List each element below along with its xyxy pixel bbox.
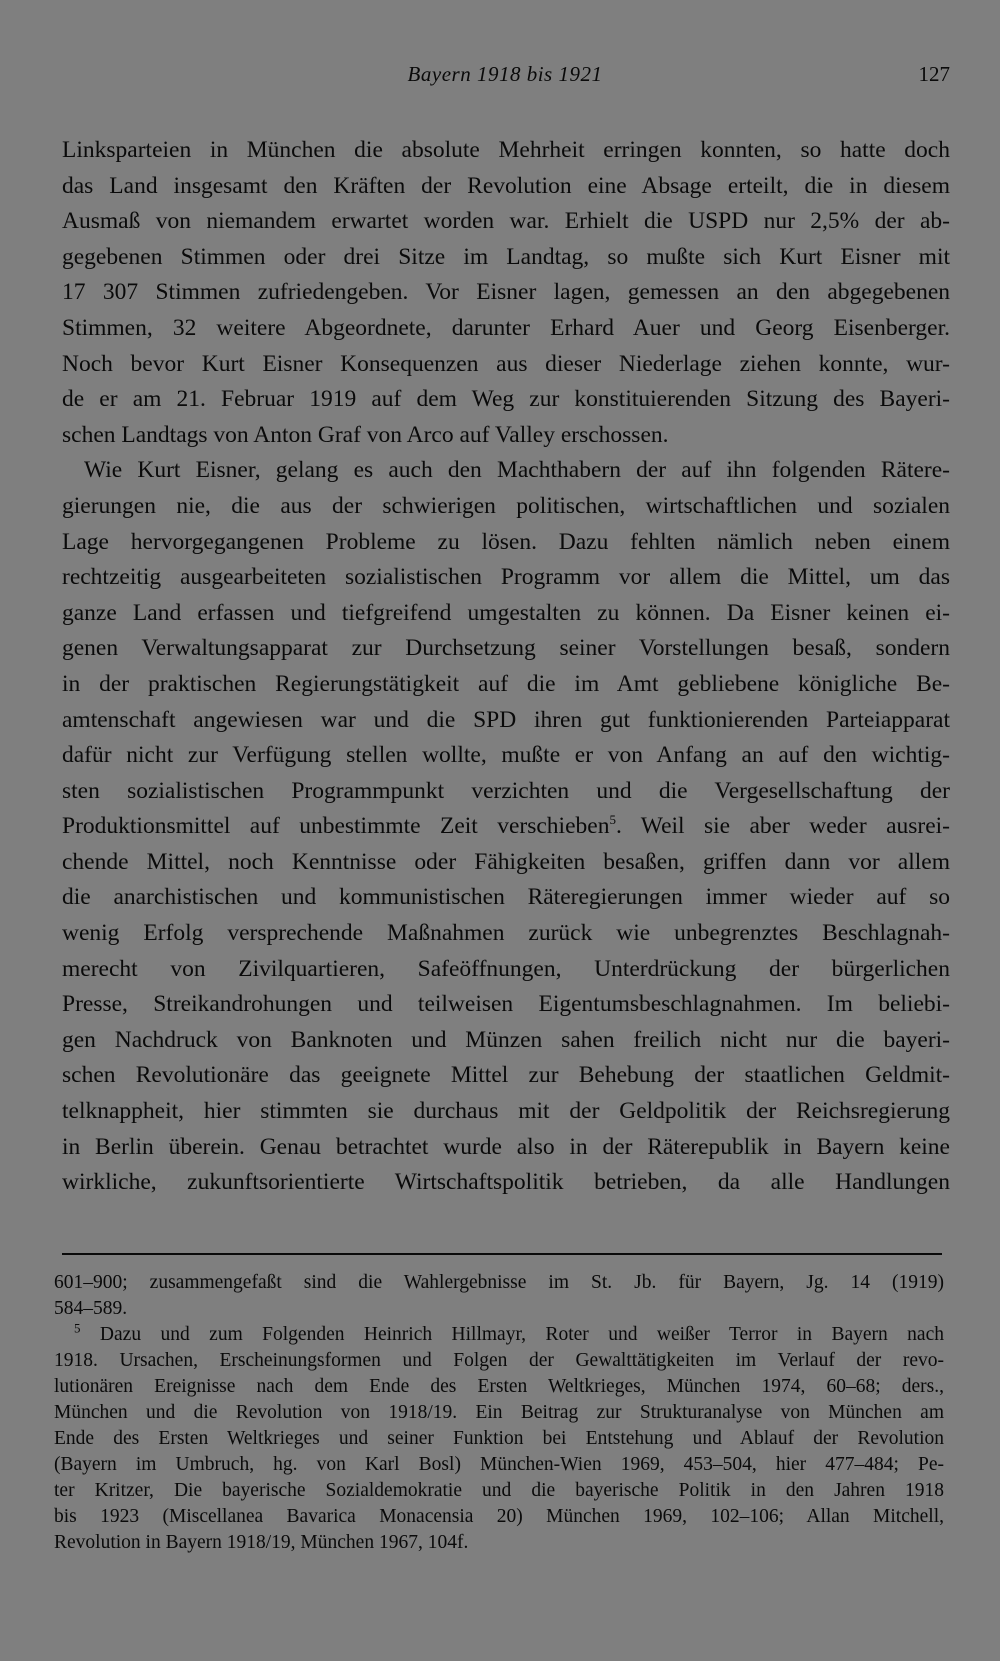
text-line: die anarchistischen und kommunistischen Räteregierungen immer wieder auf so: [62, 884, 950, 911]
text-line: schen Landtags von Anton Graf von Arco auf Valley erschossen.: [62, 421, 669, 448]
footnote-line: lutionären Ereignisse nach dem Ende des Ersten Weltkrieges, München 1974, 60–68; ders.,: [54, 1376, 944, 1397]
text-line: gen Nachdruck von Banknoten und Münzen sahen freilich nicht nur die bayeri-: [62, 1026, 950, 1053]
footnote-line: München und die Revolution von 1918/19. Ein Beitrag zur Strukturanalyse von München am: [54, 1402, 944, 1423]
footnote-reference[interactable]: 5: [609, 812, 616, 828]
text-span: . Weil sie aber weder ausrei-: [615, 813, 951, 840]
footnote-text: Dazu und zum Folgenden Heinrich Hillmayr, Roter und weißer Terror in Bayern nach: [99, 1324, 944, 1345]
text-line: gierungen nie, die aus der schwierigen politischen, wirtschaftlichen und sozialen: [62, 492, 950, 519]
footnote-line: bis 1923 (Miscellanea Bavarica Monacensia 20) München 1969, 102–106; Allan Mitchell,: [54, 1506, 944, 1527]
footnote-line: 1918. Ursachen, Erscheinungsformen und Folgen der Gewalttätigkeiten im Verlauf der revo-: [54, 1350, 944, 1371]
text-line: Stimmen, 32 weitere Abgeordnete, darunter Erhard Auer und Georg Eisenberger.: [62, 314, 950, 341]
footnote-line: 601–900; zusammengefaßt sind die Wahlergebnisse im St. Jb. für Bayern, Jg. 14 (1919): [54, 1272, 944, 1293]
text-line: das Land insgesamt den Kräften der Revolution eine Absage erteilt, die in diesem: [62, 172, 950, 199]
text-line: Noch bevor Kurt Eisner Konsequenzen aus dieser Niederlage ziehen konnte, wur-: [62, 350, 950, 377]
text-line: Ausmaß von niemandem erwartet worden war. Erhielt die USPD nur 2,5% der ab-: [62, 208, 950, 235]
text-line: dafür nicht zur Verfügung stellen wollte, mußte er von Anfang an auf den wichtig-: [62, 742, 950, 769]
text-line: chende Mittel, noch Kenntnisse oder Fähigkeiten besaßen, griffen dann vor allem: [62, 848, 950, 875]
text-line: wirkliche, zukunftsorientierte Wirtschaftspolitik betrieben, da alle Handlungen: [62, 1169, 950, 1196]
footnote-line: Revolution in Bayern 1918/19, München 1967, 104f.: [54, 1532, 469, 1553]
text-line: schen Revolutionäre das geeignete Mittel zur Behebung der staatlichen Geldmit-: [62, 1062, 950, 1089]
text-line: amtenschaft angewiesen war und die SPD ihren gut funktionierenden Parteiapparat: [62, 706, 950, 733]
text-line: sten sozialistischen Programmpunkt verzichten und die Vergesellschaftung der: [62, 777, 950, 804]
footnote-line: (Bayern im Umbruch, hg. von Karl Bosl) München-Wien 1969, 453–504, hier 477–484; Pe-: [54, 1454, 944, 1475]
text-line: wenig Erfolg versprechende Maßnahmen zurück wie unbegrenztes Beschlagnah-: [62, 920, 950, 947]
footnote-number: 5: [74, 1320, 81, 1336]
text-line: Linksparteien in München die absolute Mehrheit erringen konnten, so hatte doch: [62, 137, 950, 163]
text-line: in Berlin überein. Genau betrachtet wurde also in der Räterepublik in Bayern keine: [62, 1133, 950, 1160]
running-head: [60, 62, 950, 96]
footnote-divider: [62, 1253, 942, 1255]
text-line: rechtzeitig ausgearbeiteten sozialistischen Programm vor allem die Mittel, um das: [62, 564, 950, 591]
running-head-title: Bayern 1918 bis 1921: [407, 62, 603, 86]
text-span: Produktionsmittel auf unbestimmte Zeit verschieben: [62, 813, 610, 840]
footnotes: [54, 1270, 944, 1556]
body-text: [62, 133, 950, 1201]
text-line: genen Verwaltungsapparat zur Durchsetzung seiner Vorstellungen besaß, sondern: [62, 635, 950, 662]
footnote-5-first-line: [54, 1322, 944, 1348]
text-line: de er am 21. Februar 1919 auf dem Weg zur konstituierenden Sitzung des Bayeri-: [62, 386, 950, 413]
text-line: gegebenen Stimmen oder drei Sitze im Landtag, so mußte sich Kurt Eisner mit: [62, 243, 950, 270]
text-line: in der praktischen Regierungstätigkeit auf die im Amt gebliebene königliche Be-: [62, 670, 950, 697]
text-line: telknappheit, hier stimmten sie durchaus mit der Geldpolitik der Reichsregierung: [62, 1098, 950, 1125]
text-line: 17 307 Stimmen zufriedengeben. Vor Eisner lagen, gemessen an den abgegebenen: [62, 279, 950, 306]
page-number: 127: [918, 62, 950, 86]
text-line: merecht von Zivilquartieren, Safeöffnungen, Unterdrückung der bürgerlichen: [62, 955, 950, 982]
text-line: Lage hervorgegangenen Probleme zu lösen. Dazu fehlten nämlich neben einem: [62, 528, 950, 555]
text-line-with-footnote: [62, 809, 950, 845]
text-line: ganze Land erfassen und tiefgreifend umgestalten zu können. Da Eisner keinen ei-: [62, 599, 950, 626]
text-line: Wie Kurt Eisner, gelang es auch den Machthabern der auf ihn folgenden Rätere-: [84, 457, 950, 484]
text-line: Presse, Streikandrohungen und teilweisen Eigentumsbeschlagnahmen. Im beliebi-: [62, 991, 950, 1018]
footnote-line: 584–589.: [54, 1298, 128, 1319]
footnote-line: ter Kritzer, Die bayerische Sozialdemokratie und die bayerische Politik in den Jahren 1918: [54, 1480, 944, 1501]
footnote-line: Ende des Ersten Weltkrieges und seiner Funktion bei Entstehung und Ablauf der Revolution: [54, 1428, 944, 1449]
